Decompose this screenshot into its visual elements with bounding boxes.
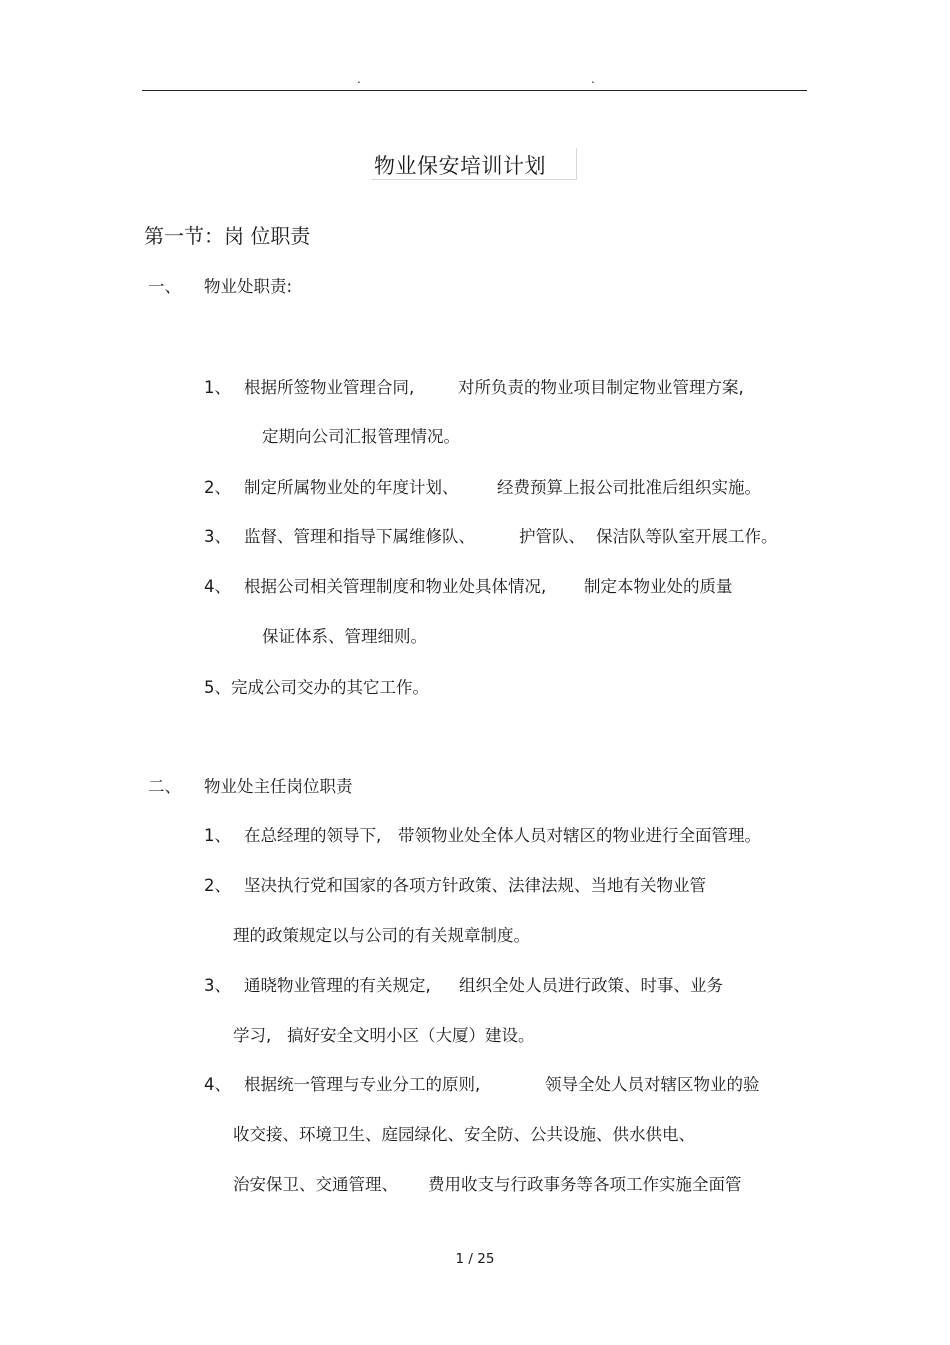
p2-item3-continuation-b: 搞好安全文明小区（大厦）建设。	[287, 1026, 535, 1045]
page-number: 1 / 25	[455, 1251, 495, 1267]
p1-item1-num: 1、	[204, 378, 231, 397]
p1-item3-text-c: 保洁队等队室开展工作。	[596, 527, 778, 546]
p1-item3-text-b: 护管队、	[519, 527, 585, 546]
section-heading: 第一节：岗 位职责	[144, 224, 311, 248]
p2-item3-num: 3、	[204, 976, 231, 995]
p2-item4-text-b: 领导全处人员对辖区物业的验	[545, 1075, 760, 1094]
p2-item1-num: 1、	[204, 826, 231, 845]
p1-item1-text-b: 对所负责的物业项目制定物业管理方案,	[458, 378, 744, 397]
header-dot-left: .	[357, 72, 361, 86]
part1-marker: 一、	[148, 277, 181, 296]
p2-item1-text-a: 在总经理的领导下,	[244, 826, 382, 845]
p1-item4-text-a: 根据公司相关管理制度和物业处具体情况,	[244, 577, 547, 596]
p1-item1-continuation: 定期向公司汇报管理情况。	[262, 427, 460, 446]
p2-item4-num: 4、	[204, 1075, 231, 1094]
part2-marker: 二、	[148, 777, 181, 796]
p2-item3-continuation: 学习,	[233, 1026, 272, 1045]
p2-item3-text-a: 通晓物业管理的有关规定,	[244, 976, 431, 995]
p1-item5-text: 5、完成公司交办的其它工作。	[204, 678, 429, 697]
p2-item3-text-b: 组织全处人员进行政策、时事、业务	[459, 976, 723, 995]
p2-item4-text-a: 根据统一管理与专业分工的原则,	[244, 1075, 481, 1094]
part1-heading: 物业处职责:	[204, 277, 293, 296]
p1-item4-num: 4、	[204, 577, 231, 596]
p1-item4-continuation: 保证体系、管理细则。	[262, 627, 427, 646]
p2-item4-continuation2-b: 费用收支与行政事务等各项工作实施全面管	[428, 1175, 742, 1194]
p1-item3-text-a: 监督、管理和指导下属维修队、	[244, 527, 475, 546]
p1-item2-num: 2、	[204, 478, 231, 497]
p2-item4-continuation2-a: 治安保卫、交通管理、	[233, 1175, 398, 1194]
p1-item3-num: 3、	[204, 527, 231, 546]
p1-item2-text-b: 经费预算上报公司批准后组织实施。	[497, 478, 761, 497]
p2-item2-num: 2、	[204, 876, 231, 895]
p2-item2-text-a: 坚决执行党和国家的各项方针政策、法律法规、当地有关物业管	[244, 876, 706, 895]
p1-item4-text-b: 制定本物业处的质量	[584, 577, 733, 596]
part2-heading: 物业处主任岗位职责	[204, 777, 353, 796]
header-dot-right: .	[591, 72, 595, 86]
p2-item2-continuation: 理的政策规定以与公司的有关规章制度。	[233, 926, 530, 945]
p1-item1-text-a: 根据所签物业管理合同,	[244, 378, 415, 397]
document-title: 物业保安培训计划	[374, 154, 546, 178]
p1-item2-text-a: 制定所属物业处的年度计划、	[244, 478, 459, 497]
p2-item4-continuation: 收交接、环境卫生、庭园绿化、安全防、公共设施、供水供电、	[233, 1125, 695, 1144]
header-rule	[142, 90, 807, 91]
p2-item1-text-b: 带领物业处全体人员对辖区的物业进行全面管理。	[398, 826, 761, 845]
